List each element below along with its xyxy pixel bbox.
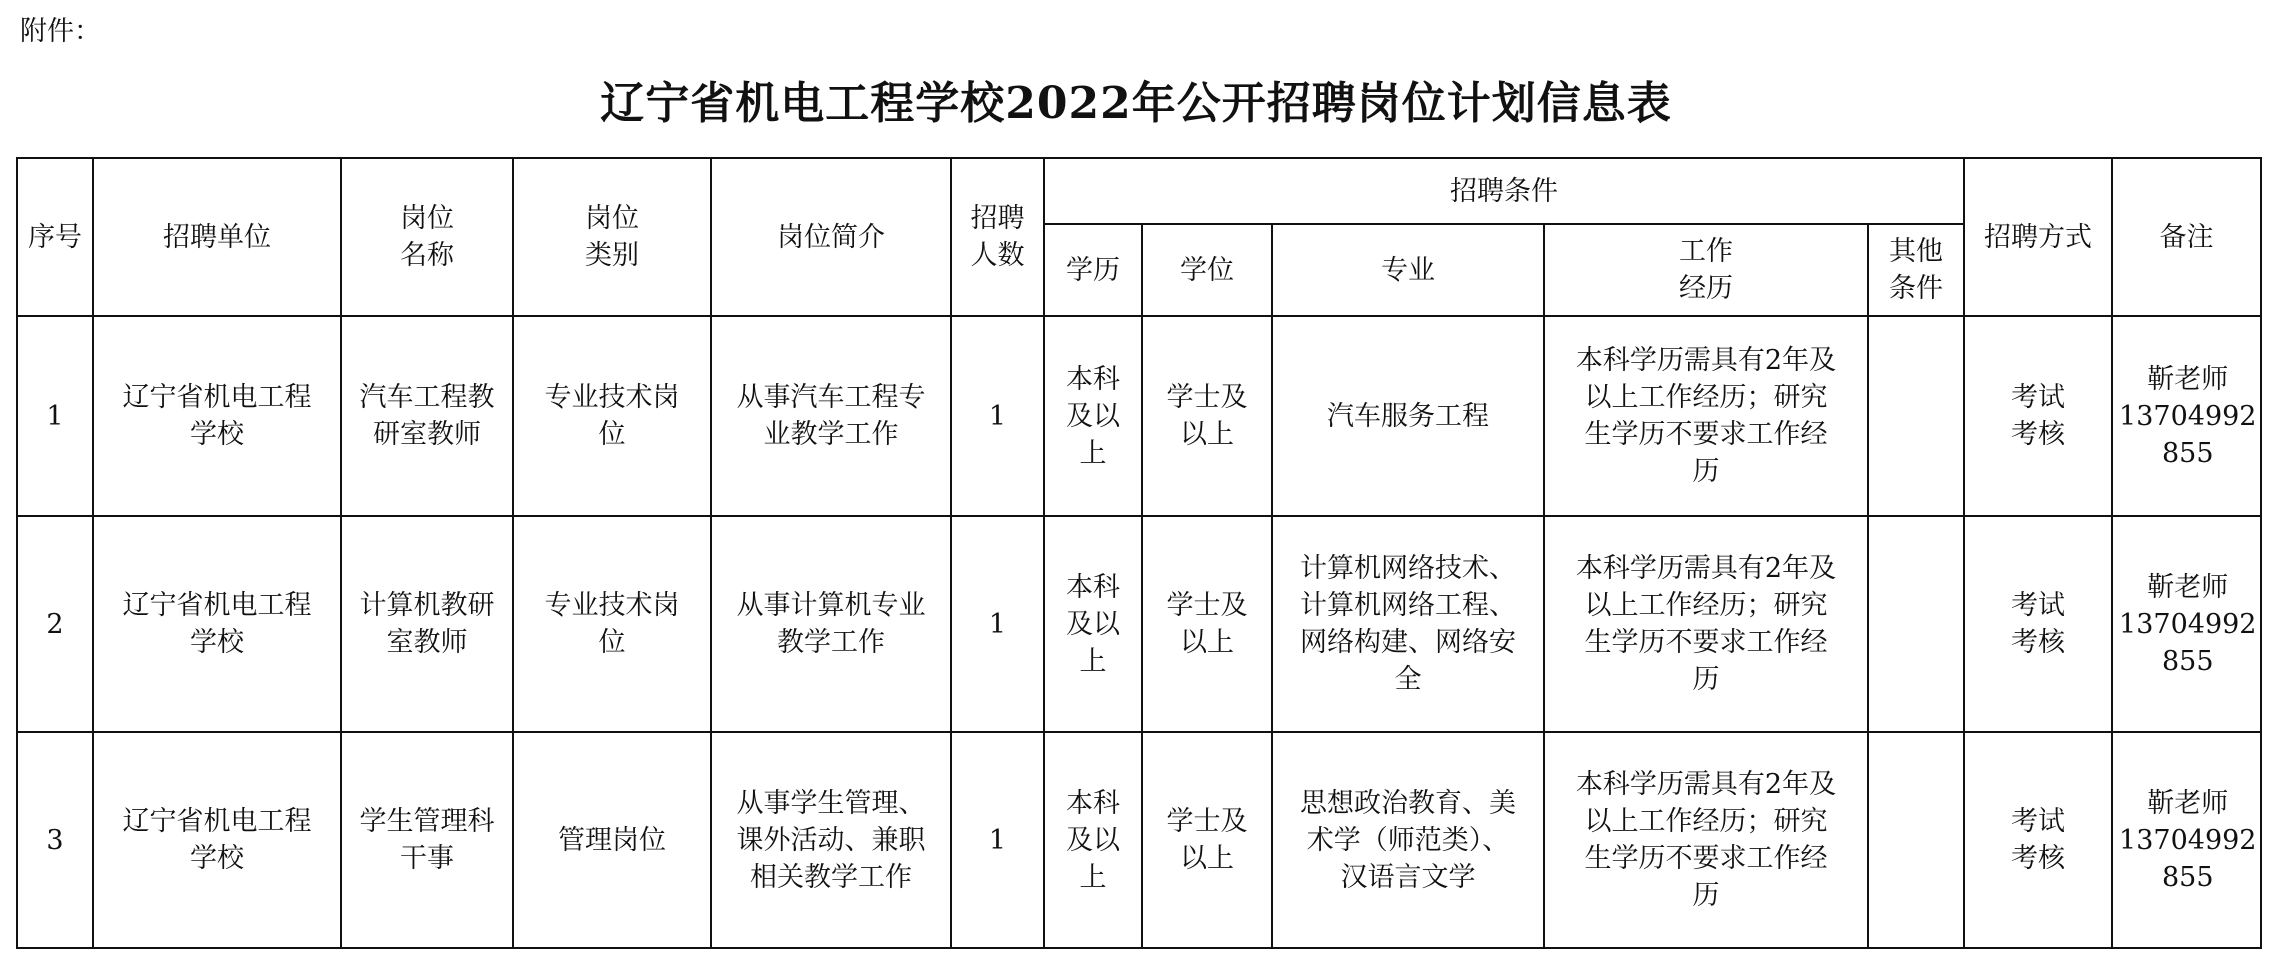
cell-major: 思想政治教育、美 术学（师范类）、 汉语言文学 xyxy=(1272,732,1544,948)
cell-unit: 辽宁省机电工程 学校 xyxy=(93,732,341,948)
table-row xyxy=(17,732,2261,948)
cell-seq: 2 xyxy=(17,516,93,732)
header-major: 专业 xyxy=(1272,224,1544,316)
cell-education: 本科 及以 上 xyxy=(1044,516,1142,732)
cell-experience: 本科学历需具有2年及 以上工作经历；研究 生学历不要求工作经 历 xyxy=(1544,732,1868,948)
cell-education: 本科 及以 上 xyxy=(1044,316,1142,516)
cell-count: 1 xyxy=(951,516,1044,732)
cell-post-type: 管理岗位 xyxy=(513,732,711,948)
cell-post-desc: 从事汽车工程专 业教学工作 xyxy=(711,316,951,516)
header-method: 招聘方式 xyxy=(1964,158,2112,316)
header-remarks: 备注 xyxy=(2112,158,2261,316)
cell-other xyxy=(1868,316,1964,516)
header-conditions: 招聘条件 xyxy=(1044,158,1964,224)
cell-method: 考试 考核 xyxy=(1964,732,2112,948)
header-unit: 招聘单位 xyxy=(93,158,341,316)
cell-education: 本科 及以 上 xyxy=(1044,732,1142,948)
recruitment-plan-table xyxy=(16,157,2262,949)
cell-degree: 学士及 以上 xyxy=(1142,316,1272,516)
cell-other xyxy=(1868,732,1964,948)
cell-post-name: 学生管理科 干事 xyxy=(341,732,513,948)
header-degree: 学位 xyxy=(1142,224,1272,316)
header-row-1 xyxy=(17,158,2261,224)
header-post-desc: 岗位简介 xyxy=(711,158,951,316)
cell-post-type: 专业技术岗 位 xyxy=(513,316,711,516)
cell-experience: 本科学历需具有2年及 以上工作经历；研究 生学历不要求工作经 历 xyxy=(1544,316,1868,516)
cell-post-name: 汽车工程教 研室教师 xyxy=(341,316,513,516)
cell-major: 汽车服务工程 xyxy=(1272,316,1544,516)
page-title: 辽宁省机电工程学校2022年公开招聘岗位计划信息表 xyxy=(600,78,1672,129)
cell-method: 考试 考核 xyxy=(1964,516,2112,732)
table-row xyxy=(17,316,2261,516)
header-education: 学历 xyxy=(1044,224,1142,316)
cell-seq: 3 xyxy=(17,732,93,948)
header-post-name: 岗位 名称 xyxy=(341,158,513,316)
cell-post-name: 计算机教研 室教师 xyxy=(341,516,513,732)
cell-major: 计算机网络技术、 计算机网络工程、 网络构建、网络安 全 xyxy=(1272,516,1544,732)
cell-remarks: 靳老师 13704992 855 xyxy=(2112,732,2261,948)
cell-seq: 1 xyxy=(17,316,93,516)
attachment-label: 附件： xyxy=(20,16,101,47)
cell-post-desc: 从事计算机专业 教学工作 xyxy=(711,516,951,732)
header-seq: 序号 xyxy=(17,158,93,316)
cell-other xyxy=(1868,516,1964,732)
cell-post-desc: 从事学生管理、 课外活动、兼职 相关教学工作 xyxy=(711,732,951,948)
cell-degree: 学士及 以上 xyxy=(1142,516,1272,732)
cell-experience: 本科学历需具有2年及 以上工作经历；研究 生学历不要求工作经 历 xyxy=(1544,516,1868,732)
header-experience: 工作 经历 xyxy=(1544,224,1868,316)
cell-unit: 辽宁省机电工程 学校 xyxy=(93,516,341,732)
cell-unit: 辽宁省机电工程 学校 xyxy=(93,316,341,516)
cell-remarks: 靳老师 13704992 855 xyxy=(2112,516,2261,732)
header-post-type: 岗位 类别 xyxy=(513,158,711,316)
table-row xyxy=(17,516,2261,732)
cell-count: 1 xyxy=(951,316,1044,516)
cell-count: 1 xyxy=(951,732,1044,948)
header-other: 其他 条件 xyxy=(1868,224,1964,316)
cell-post-type: 专业技术岗 位 xyxy=(513,516,711,732)
cell-remarks: 靳老师 13704992 855 xyxy=(2112,316,2261,516)
header-count: 招聘 人数 xyxy=(951,158,1044,316)
cell-degree: 学士及 以上 xyxy=(1142,732,1272,948)
cell-method: 考试 考核 xyxy=(1964,316,2112,516)
